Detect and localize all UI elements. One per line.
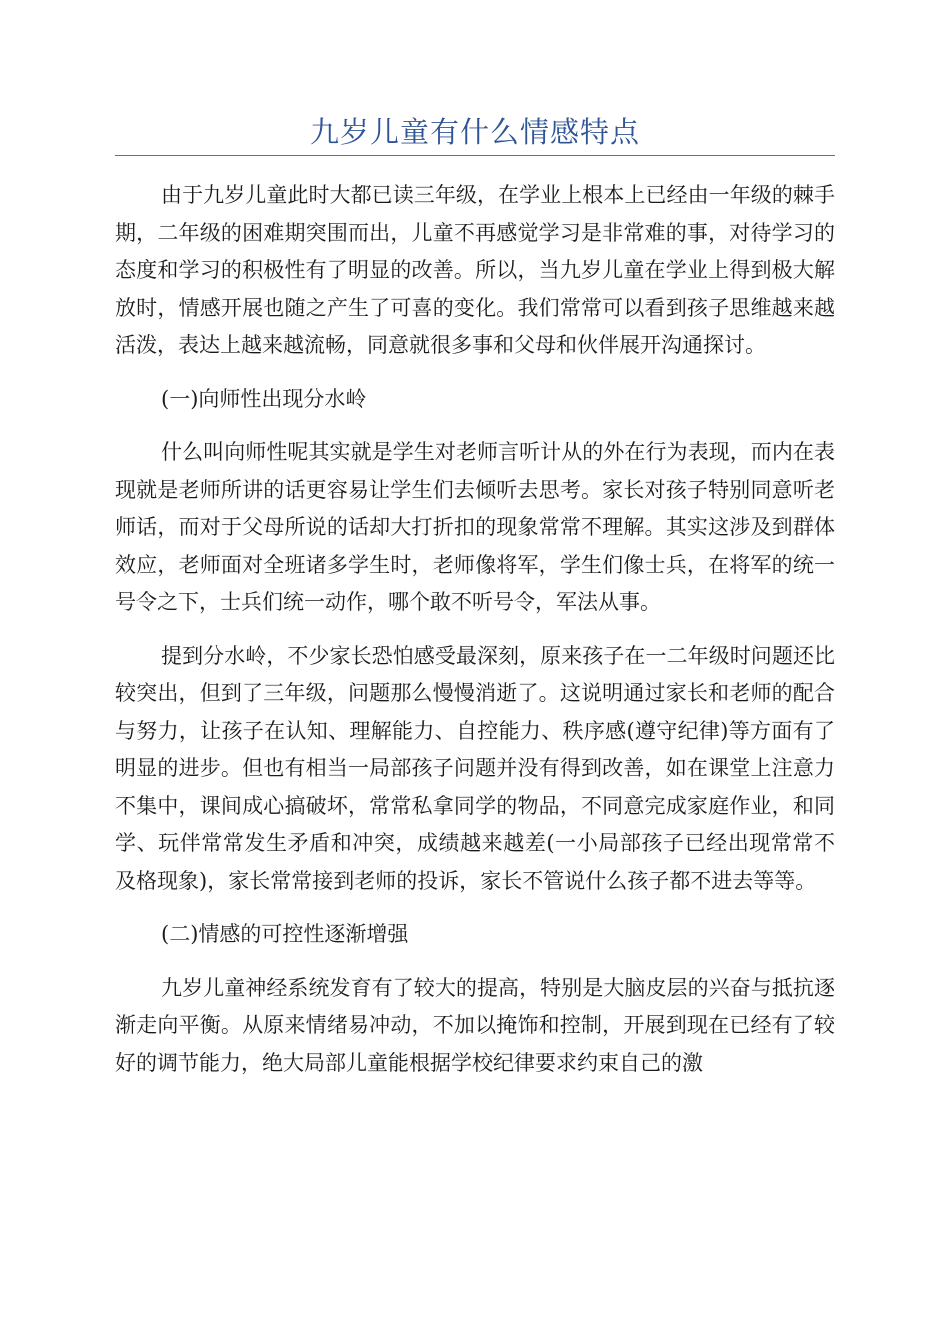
paragraph-section-2-a: 九岁儿童神经系统发育有了较大的提高，特别是大脑皮层的兴奋与抵抗逐渐走向平衡。从原来情绪易冲动，不加以掩饰和控制，开展到现在已经有了较好的调节能力，绝大局部儿童能根据学校纪律要求约束自己的激 [115,975,835,1075]
page-title: 九岁儿童有什么情感特点 [309,115,640,149]
document-body [115,177,835,1082]
paragraph-intro: 由于九岁儿童此时大都已读三年级，在学业上根本上已经由一年级的棘手期，二年级的困难期突围而出，儿童不再感觉学习是非常难的事，对待学习的态度和学习的积极性有了明显的改善。所以，当九岁儿童在学业上得到极大解放时，情感开展也随之产生了可喜的变化。我们常常可以看到孩子思维越来越活泼，表达上越来越流畅，同意就很多事和父母和伙伴展开沟通探讨。 [115,183,835,357]
title-underline [115,155,835,156]
section-heading-2: (二)情感的可控性逐渐增强 [161,922,409,946]
paragraph-section-1-a: 什么叫向师性呢其实就是学生对老师言听计从的外在行为表现，而内在表现就是老师所讲的话更容易让学生们去倾听去思考。家长对孩子特别同意听老师话，而对于父母所说的话却大打折扣的现象常常不理解。其实这涉及到群体效应，老师面对全班诸多学生时，老师像将军，学生们像士兵，在将军的统一号令之下，士兵们统一动作，哪个敢不听号令，军法从事。 [115,440,835,614]
section-heading-1: (一)向师性出现分水岭 [161,386,367,411]
paragraph-section-1-b: 提到分水岭，不少家长恐怕感受最深刻，原来孩子在一二年级时问题还比较突出，但到了三年级，问题那么慢慢消逝了。这说明通过家长和老师的配合与努力，让孩子在认知、理解能力、自控能力、秩序感(遵守纪律)等方面有了明显的进步。但也有相当一局部孩子问题并没有得到改善，如在课堂上注意力不集中，课间成心搞破坏，常常私拿同学的物品，不同意完成家庭作业，和同学、玩伴常常发生矛盾和冲突，成绩越来越差(一小局部孩子已经出现常常不及格现象)，家长常常接到老师的投诉，家长不管说什么孩子都不进去等等。 [115,643,835,893]
